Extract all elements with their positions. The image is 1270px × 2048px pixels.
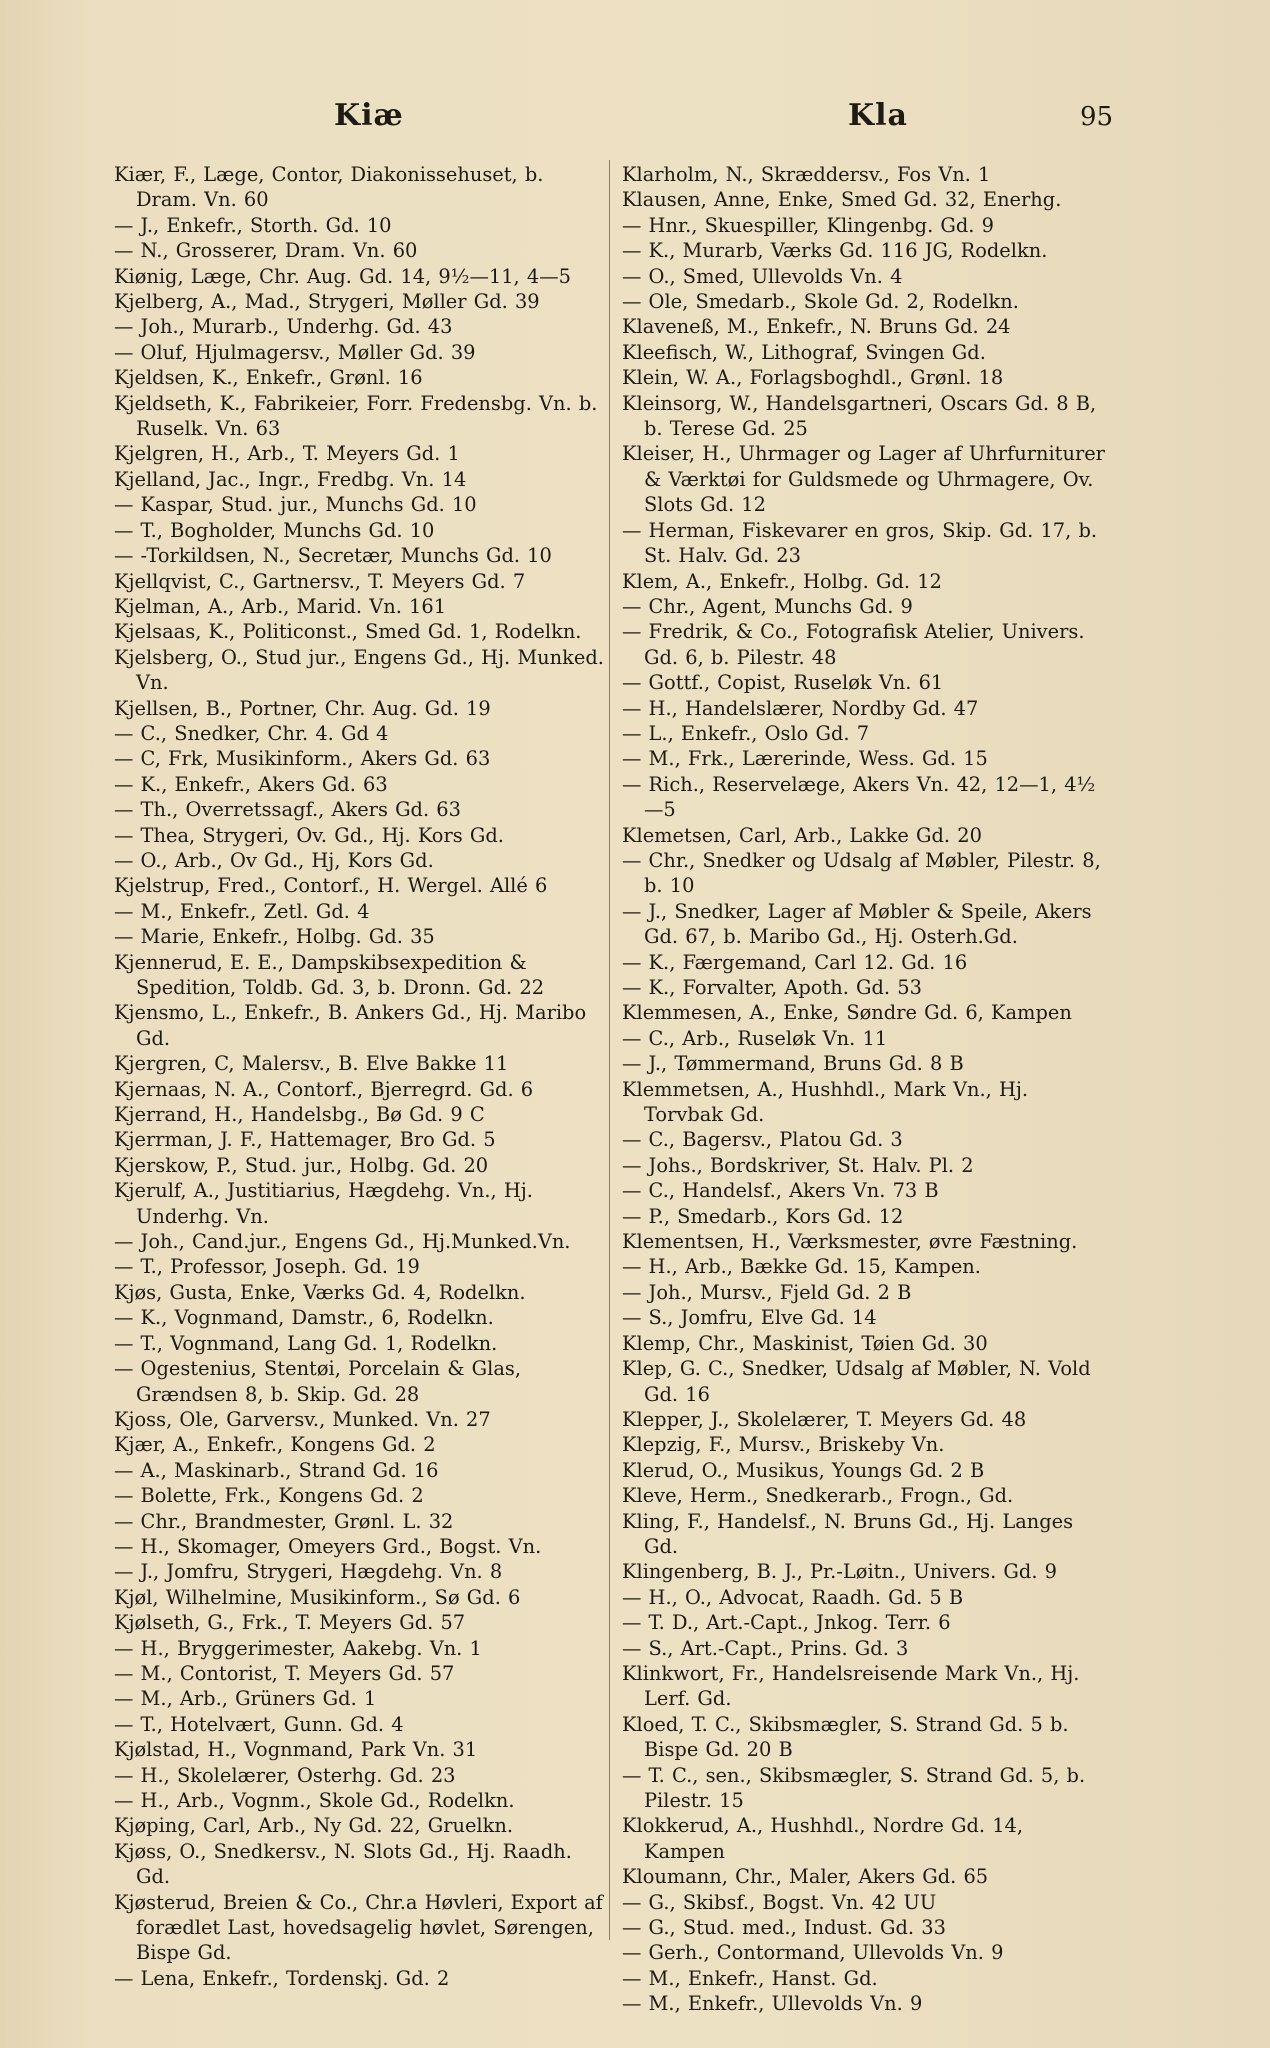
directory-entry: — J., Tømmermand, Bruns Gd. 8 B bbox=[622, 1052, 964, 1076]
directory-entry: — Joh., Cand.jur., Engens Gd., Hj.Munked.Vn. bbox=[114, 1230, 571, 1254]
directory-entry: Kjøss, O., Snedkersv., N. Slots Gd., Hj. Raadh. Gd. bbox=[114, 1839, 572, 1889]
directory-entry: — Th., Overretssagf., Akers Gd. 63 bbox=[114, 798, 461, 822]
directory-entry: — H., Skomager, Omeyers Grd., Bogst. Vn. bbox=[114, 1534, 542, 1558]
directory-entry: — Bolette, Frk., Kongens Gd. 2 bbox=[114, 1484, 424, 1508]
directory-entry: — Hnr., Skuespiller, Klingenbg. Gd. 9 bbox=[622, 213, 994, 237]
directory-entry: Kjøsterud, Breien & Co., Chr.a Høvleri, Export af forædlet Last, hovedsagelig høvlet, Sørengen, Bispe Gd. bbox=[114, 1890, 603, 1965]
directory-entry: Kloed, T. C., Skibsmægler, S. Strand Gd. 5 b. Bispe Gd. 20 B bbox=[622, 1712, 1069, 1762]
directory-entry: — P., Smedarb., Kors Gd. 12 bbox=[622, 1204, 904, 1228]
directory-entry: Kjelland, Jac., Ingr., Fredbg. Vn. 14 bbox=[114, 467, 467, 491]
directory-entry: Klemmetsen, A., Hushhdl., Mark Vn., Hj. Torvbak Gd. bbox=[622, 1077, 1029, 1127]
directory-entry: Klarholm, N., Skræddersv., Fos Vn. 1 bbox=[622, 163, 991, 186]
directory-entry: — T. C., sen., Skibsmægler, S. Strand Gd. 5, b. Pilestr. 15 bbox=[622, 1763, 1086, 1812]
directory-entry: Kjensmo, L., Enkefr., B. Ankers Gd., Hj. Maribo Gd. bbox=[114, 1001, 587, 1050]
directory-entry: Klingenberg, B. J., Pr.-Løitn., Univers. Gd. 9 bbox=[622, 1560, 1057, 1584]
directory-entry: — T., Bogholder, Munchs Gd. 10 bbox=[114, 518, 435, 542]
directory-entry: — C., Handelsf., Akers Vn. 73 B bbox=[622, 1179, 939, 1203]
directory-entry: Kjerrand, H., Handelsbg., Bø Gd. 9 C bbox=[114, 1103, 485, 1127]
directory-entry: — H., Bryggerimester, Aakebg. Vn. 1 bbox=[114, 1636, 482, 1660]
directory-entry: — J., Snedker, Lager af Møbler & Speile, Akers Gd. 67, b. Maribo Gd., Hj. Osterh.Gd. bbox=[622, 899, 1092, 949]
directory-entry: Kiær, F., Læge, Contor, Diakonissehuset, b. Dram. Vn. 60 bbox=[114, 163, 544, 212]
directory-entry: Kjølstad, H., Vognmand, Park Vn. 31 bbox=[114, 1738, 478, 1762]
directory-entry: — Chr., Snedker og Udsalg af Møbler, Pilestr. 8, b. 10 bbox=[622, 848, 1101, 898]
directory-entry: Kjernaas, N. A., Contorf., Bjerregrd. Gd. 6 bbox=[114, 1077, 534, 1101]
directory-entry: — Joh., Mursv., Fjeld Gd. 2 B bbox=[622, 1280, 912, 1304]
directory-entry: — J., Jomfru, Strygeri, Hægdehg. Vn. 8 bbox=[114, 1560, 503, 1584]
directory-entry: Klerud, O., Musikus, Youngs Gd. 2 B bbox=[622, 1458, 985, 1482]
directory-entry: Klein, W. A., Forlagsboghdl., Grønl. 18 bbox=[622, 366, 1004, 390]
directory-entry: — Thea, Strygeri, Ov. Gd., Hj. Kors Gd. bbox=[114, 823, 504, 847]
directory-entry: — M., Frk., Lærerinde, Wess. Gd. 15 bbox=[622, 747, 988, 771]
directory-entry: — T., Vognmand, Lang Gd. 1, Rodelkn. bbox=[114, 1331, 498, 1355]
directory-entry: Klausen, Anne, Enke, Smed Gd. 32, Enerhg. bbox=[622, 188, 1062, 212]
directory-entry: — Lena, Enkefr., Tordenskj. Gd. 2 bbox=[114, 1966, 450, 1990]
directory-entry: Kiønig, Læge, Chr. Aug. Gd. 14, 9½—11, 4—5 bbox=[114, 264, 571, 288]
directory-entry: Kjerskow, P., Stud. jur., Holbg. Gd. 20 bbox=[114, 1153, 489, 1177]
directory-entry: — Johs., Bordskriver, St. Halv. Pl. 2 bbox=[622, 1153, 974, 1177]
directory-entry: — M., Enkefr., Hanst. Gd. bbox=[622, 1966, 878, 1990]
directory-entry: Klemmesen, A., Enke, Søndre Gd. 6, Kampen bbox=[622, 1001, 1072, 1025]
directory-entry: — Gerh., Contormand, Ullevolds Vn. 9 bbox=[622, 1941, 1004, 1965]
directory-entry: Kjelgren, H., Arb., T. Meyers Gd. 1 bbox=[114, 442, 460, 466]
directory-entry: — K., Færgemand, Carl 12. Gd. 16 bbox=[622, 950, 968, 974]
directory-entry: Klinkwort, Fr., Handelsreisende Mark Vn., Hj. Lerf. Gd. bbox=[622, 1661, 1080, 1711]
page-header bbox=[0, 98, 1270, 138]
directory-entry: — H., Arb., Vognm., Skole Gd., Rodelkn. bbox=[114, 1789, 515, 1812]
directory-entry: Klepzig, F., Mursv., Briskeby Vn. bbox=[622, 1433, 945, 1457]
directory-entry: — O., Smed, Ullevolds Vn. 4 bbox=[622, 264, 903, 288]
directory-entry: — Marie, Enkefr., Holbg. Gd. 35 bbox=[114, 925, 435, 949]
directory-entry: — M., Enkefr., Ullevolds Vn. 9 bbox=[622, 1992, 923, 2016]
directory-entry: — Chr., Brandmester, Grønl. L. 32 bbox=[114, 1509, 454, 1533]
directory-entry: Klokkerud, A., Hushhdl., Nordre Gd. 14, Kampen bbox=[622, 1814, 1024, 1863]
directory-entry: — Oluf, Hjulmagersv., Møller Gd. 39 bbox=[114, 340, 476, 364]
directory-entry: Kjær, A., Enkefr., Kongens Gd. 2 bbox=[114, 1433, 436, 1457]
directory-entry: — H., O., Advocat, Raadh. Gd. 5 B bbox=[622, 1585, 964, 1609]
directory-entry: — C., Arb., Ruseløk Vn. 11 bbox=[622, 1026, 888, 1050]
directory-entry: Kjelberg, A., Mad., Strygeri, Møller Gd. 39 bbox=[114, 290, 540, 314]
directory-entry: — Herman, Fiskevarer en gros, Skip. Gd. 17, b. St. Halv. Gd. 23 bbox=[622, 518, 1098, 568]
directory-entry: — M., Arb., Grüners Gd. 1 bbox=[114, 1687, 377, 1711]
directory-entry: — C., Snedker, Chr. 4. Gd 4 bbox=[114, 721, 389, 745]
directory-entry: Klementsen, H., Værksmester, øvre Fæstning. bbox=[622, 1230, 1078, 1254]
directory-entry: — Chr., Agent, Munchs Gd. 9 bbox=[622, 594, 913, 618]
directory-entry: Kjøl, Wilhelmine, Musikinform., Sø Gd. 6 bbox=[114, 1585, 521, 1609]
directory-entry: Klemp, Chr., Maskinist, Tøien Gd. 30 bbox=[622, 1331, 988, 1355]
left-column-heading: Kiæ bbox=[334, 98, 404, 133]
directory-entry: — M., Enkefr., Zetl. Gd. 4 bbox=[114, 899, 370, 923]
directory-entry: — S., Jomfru, Elve Gd. 14 bbox=[622, 1306, 877, 1330]
directory-entry: — H., Arb., Bække Gd. 15, Kampen. bbox=[622, 1255, 981, 1279]
directory-entry: — K., Forvalter, Apoth. Gd. 53 bbox=[622, 976, 922, 999]
directory-entry: — Ole, Smedarb., Skole Gd. 2, Rodelkn. bbox=[622, 290, 1019, 314]
directory-entry: Kjerulf, A., Justitiarius, Hægdehg. Vn., Hj. Underhg. Vn. bbox=[114, 1179, 533, 1228]
directory-entry: — Ogestenius, Stentøi, Porcelain & Glas, Grændsen 8, b. Skip. Gd. 28 bbox=[114, 1357, 521, 1406]
directory-entry: — T. D., Art.-Capt., Jnkog. Terr. 6 bbox=[622, 1611, 951, 1635]
directory-entry: Kjellqvist, C., Gartnersv., T. Meyers Gd. 7 bbox=[114, 569, 526, 593]
directory-entry: — -Torkildsen, N., Secretær, Munchs Gd. 10 bbox=[114, 544, 552, 568]
directory-entry: Kjennerud, E. E., Dampskibsexpedition & Spedition, Toldb. Gd. 3, b. Dronn. Gd. 22 bbox=[114, 950, 545, 999]
directory-entry: — H., Handelslærer, Nordby Gd. 47 bbox=[622, 696, 979, 720]
directory-entry: Kleiser, H., Uhrmager og Lager af Uhrfurniturer & Værktøi for Guldsmede og Uhrmagere, Ov. Slots Gd. 12 bbox=[622, 442, 1105, 517]
directory-entry: Kjoss, Ole, Garversv., Munked. Vn. 27 bbox=[114, 1407, 491, 1431]
directory-entry: Klem, A., Enkefr., Holbg. Gd. 12 bbox=[622, 569, 942, 593]
directory-entry: — K., Murarb, Værks Gd. 116 JG, Rodelkn. bbox=[622, 239, 1048, 263]
directory-entry: — G., Skibsf., Bogst. Vn. 42 UU bbox=[622, 1890, 937, 1914]
directory-entry: Kjelsaas, K., Politiconst., Smed Gd. 1, Rodelkn. bbox=[114, 620, 582, 644]
directory-entry: — K., Enkefr., Akers Gd. 63 bbox=[114, 772, 388, 796]
directory-entry: — J., Enkefr., Storth. Gd. 10 bbox=[114, 213, 392, 237]
directory-entry: — O., Arb., Ov Gd., Hj, Kors Gd. bbox=[114, 848, 434, 872]
directory-entry: Kjergren, C, Malersv., B. Elve Bakke 11 bbox=[114, 1052, 509, 1076]
directory-entry: — N., Grosserer, Dram. Vn. 60 bbox=[114, 239, 418, 263]
directory-entry: Kjellsen, B., Portner, Chr. Aug. Gd. 19 bbox=[114, 696, 491, 720]
right-column bbox=[622, 162, 1110, 2017]
directory-entry: — G., Stud. med., Indust. Gd. 33 bbox=[622, 1916, 946, 1940]
directory-entry: Kjelstrup, Fred., Contorf., H. Wergel. Allé 6 bbox=[114, 874, 548, 898]
directory-entry: — T., Hotelvært, Gunn. Gd. 4 bbox=[114, 1712, 404, 1736]
left-column bbox=[114, 162, 604, 1991]
directory-entry: Klep, G. C., Snedker, Udsalg af Møbler, N. Vold Gd. 16 bbox=[622, 1357, 1091, 1406]
directory-entry: — Joh., Murarb., Underhg. Gd. 43 bbox=[114, 315, 453, 339]
directory-entry: — T., Professor, Joseph. Gd. 19 bbox=[114, 1255, 420, 1279]
directory-entry: Kleve, Herm., Snedkerarb., Frogn., Gd. bbox=[622, 1484, 1014, 1508]
directory-entry: Kjølseth, G., Frk., T. Meyers Gd. 57 bbox=[114, 1611, 466, 1635]
directory-entry: — C, Frk, Musikinform., Akers Gd. 63 bbox=[114, 747, 491, 771]
directory-entry: — A., Maskinarb., Strand Gd. 16 bbox=[114, 1458, 439, 1482]
directory-entry: Kjelsberg, O., Stud jur., Engens Gd., Hj. Munked. Vn. bbox=[114, 645, 604, 695]
directory-entry: Kjøping, Carl, Arb., Ny Gd. 22, Gruelkn. bbox=[114, 1814, 514, 1838]
directory-entry: Klaveneß, M., Enkefr., N. Bruns Gd. 24 bbox=[622, 315, 1011, 339]
directory-entry: — C., Bagersv., Platou Gd. 3 bbox=[622, 1128, 903, 1152]
directory-entry: — H., Skolelærer, Osterhg. Gd. 23 bbox=[114, 1763, 456, 1787]
directory-entry: — L., Enkefr., Oslo Gd. 7 bbox=[622, 721, 870, 745]
directory-entry: — Kaspar, Stud. jur., Munchs Gd. 10 bbox=[114, 493, 477, 517]
directory-entry: Kloumann, Chr., Maler, Akers Gd. 65 bbox=[622, 1865, 989, 1889]
directory-entry: Kjerrman, J. F., Hattemager, Bro Gd. 5 bbox=[114, 1128, 496, 1152]
directory-entry: Kjeldsen, K., Enkefr., Grønl. 16 bbox=[114, 366, 423, 390]
directory-entry: Klemetsen, Carl, Arb., Lakke Gd. 20 bbox=[622, 823, 982, 847]
directory-entry: Kjøs, Gusta, Enke, Værks Gd. 4, Rodelkn. bbox=[114, 1280, 526, 1304]
directory-entry: Kleinsorg, W., Handelsgartneri, Oscars Gd. 8 B, b. Terese Gd. 25 bbox=[622, 391, 1097, 441]
directory-entry: — Gottf., Copist, Ruseløk Vn. 61 bbox=[622, 671, 944, 695]
directory-entry: Kjelman, A., Arb., Marid. Vn. 161 bbox=[114, 594, 447, 618]
column-divider bbox=[609, 160, 610, 1940]
directory-entry: — Fredrik, & Co., Fotografisk Atelier, Univers. Gd. 6, b. Pilestr. 48 bbox=[622, 620, 1085, 669]
directory-entry: — S., Art.-Capt., Prins. Gd. 3 bbox=[622, 1636, 909, 1660]
directory-entry: Kling, F., Handelsf., N. Bruns Gd., Hj. Langes Gd. bbox=[622, 1509, 1074, 1558]
directory-entry: Kleefisch, W., Lithograf, Svingen Gd. bbox=[622, 340, 986, 364]
directory-entry: Klepper, J., Skolelærer, T. Meyers Gd. 48 bbox=[622, 1407, 1027, 1431]
directory-entry: — K., Vognmand, Damstr., 6, Rodelkn. bbox=[114, 1306, 494, 1330]
directory-entry: Kjeldseth, K., Fabrikeier, Forr. Fredensbg. Vn. b. Ruselk. Vn. 63 bbox=[114, 391, 598, 441]
page-number: 95 bbox=[1080, 102, 1114, 132]
directory-entry: — M., Contorist, T. Meyers Gd. 57 bbox=[114, 1661, 455, 1685]
directory-entry: — Rich., Reservelæge, Akers Vn. 42, 12—1, 4½—5 bbox=[622, 772, 1096, 822]
right-column-heading: Kla bbox=[848, 98, 908, 133]
